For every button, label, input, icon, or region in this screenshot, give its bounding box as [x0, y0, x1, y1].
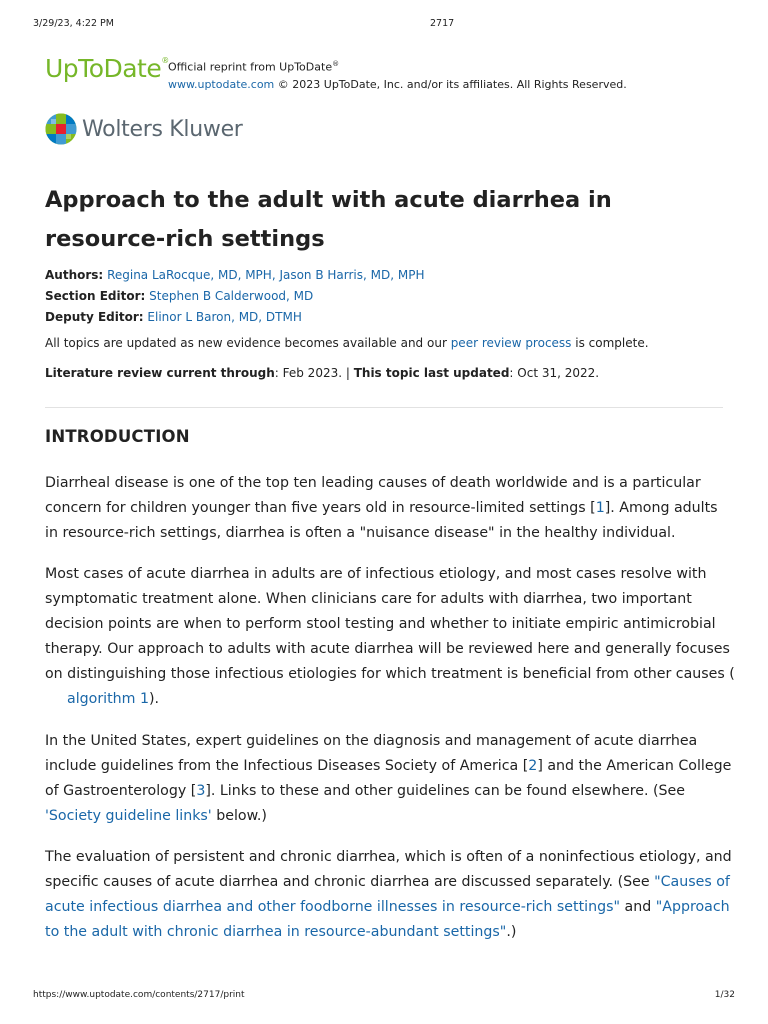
reprint-mark: ® — [332, 60, 340, 68]
p3-text-d: below.) — [211, 808, 267, 824]
p4-text-b: and — [620, 899, 656, 915]
society-guideline-links[interactable]: 'Society guideline links' — [45, 808, 212, 824]
divider — [45, 407, 723, 408]
authors-colon: : — [98, 268, 104, 282]
authors-row — [45, 265, 424, 286]
p4-text-c: .) — [506, 924, 517, 940]
intro-paragraph-1 — [45, 471, 735, 546]
wolters-kluwer-logo — [45, 113, 243, 145]
last-updated-label: This topic last updated — [353, 366, 510, 380]
deputy-editor-label: Deputy Editor — [45, 310, 139, 324]
page-number: 1/32 — [714, 990, 735, 1000]
reference-link-1[interactable]: 1 — [595, 500, 605, 516]
p2-text-b: ). — [149, 691, 160, 707]
p3-text-a: In the United States, expert guidelines on the diagnosis and management of acute diarrhea include guidelines from the Infectious Diseases Society of America [ — [45, 733, 698, 774]
intro-paragraph-2 — [45, 562, 735, 712]
deputy-editor-row — [45, 307, 424, 328]
deputy-editor-link[interactable]: Elinor L Baron, MD, DTMH — [147, 310, 302, 324]
p3-text-c: ]. Links to these and other guidelines can be found elsewhere. (See — [205, 783, 686, 799]
p1-text-b: ]. Among adults in resource-rich settings, diarrhea is often a "nuisance disease" in the healthy individual. — [45, 500, 718, 541]
p2-text-a: Most cases of acute diarrhea in adults are of infectious etiology, and most cases resolve with symptomatic treatment alone. When clinicians care for adults with diarrhea, two important decision points are when to perform stool testing and whether to initiate empiric antimicrobial therapy. Our approach to adults with acute diarrhea will be reviewed here and generally focuses on distinguishing those infectious etiologies for which treatment is beneficial from other causes ( — [45, 566, 735, 682]
print-footer — [33, 990, 735, 1002]
deputy-editor-colon: : — [138, 310, 144, 324]
reference-link-3[interactable]: 3 — [196, 783, 206, 799]
lit-review-value: : Feb 2023. | — [274, 366, 354, 380]
uptodate-logo-text: UpToDate — [45, 54, 162, 83]
article-meta — [45, 265, 424, 328]
print-doc-id: 2717 — [430, 18, 455, 29]
wolters-kluwer-text: Wolters Kluwer — [82, 116, 243, 142]
section-editor-label: Section Editor — [45, 289, 141, 303]
authors-label: Authors — [45, 268, 99, 282]
uptodate-logo-mark: ® — [161, 56, 169, 65]
update-note — [45, 336, 649, 350]
lit-review-label: Literature review current through — [45, 366, 275, 380]
copyright-text: © 2023 UpToDate, Inc. and/or its affiliates. All Rights Reserved. — [274, 77, 627, 91]
reference-link-2[interactable]: 2 — [528, 758, 538, 774]
intro-paragraph-4 — [45, 845, 735, 945]
intro-paragraph-3 — [45, 729, 735, 829]
chronic-diarrhea-link[interactable]: "Approach to the adult with chronic diarrhea in resource-abundant settings" — [45, 899, 730, 940]
p3-text-b: ] and the American College of Gastroenterology [ — [45, 758, 732, 799]
print-datetime: 3/29/23, 4:22 PM — [33, 18, 114, 29]
page-title: Approach to the adult with acute diarrhea in resource-rich settings — [45, 187, 612, 252]
review-status — [45, 366, 599, 380]
uptodate-logo[interactable] — [45, 54, 169, 83]
causes-acute-diarrhea-link[interactable]: "Causes of acute infectious diarrhea and other foodborne illnesses in resource-rich settings" — [45, 874, 730, 915]
p4-text-a: The evaluation of persistent and chronic diarrhea, which is often of a noninfectious etiology, and specific causes of acute diarrhea and chronic diarrhea are discussed separately. (See — [45, 849, 732, 890]
algorithm-1-link[interactable]: algorithm 1 — [67, 691, 150, 707]
update-note-end: is complete. — [571, 336, 649, 350]
wolters-kluwer-mosaic-icon — [45, 113, 77, 145]
section-heading-introduction: INTRODUCTION — [45, 427, 190, 446]
reprint-block — [168, 56, 627, 93]
section-editor-link[interactable]: Stephen B Calderwood, MD — [149, 289, 314, 303]
uptodate-website-link[interactable]: www.uptodate.com — [168, 77, 275, 91]
authors-link[interactable]: Regina LaRocque, MD, MPH, Jason B Harris, MD, MPH — [107, 268, 425, 282]
reprint-text: Official reprint from UpToDate — [168, 60, 333, 74]
peer-review-link[interactable]: peer review process — [450, 336, 572, 350]
last-updated-value: : Oct 31, 2022. — [509, 366, 600, 380]
p1-text-a: Diarrheal disease is one of the top ten leading causes of death worldwide and is a particular concern for children younger than five years old in resource-limited settings [ — [45, 475, 701, 516]
section-editor-colon: : — [140, 289, 146, 303]
section-editor-row — [45, 286, 424, 307]
update-note-text: All topics are updated as new evidence becomes available and our — [45, 336, 451, 350]
print-header — [33, 18, 735, 32]
print-url: https://www.uptodate.com/contents/2717/print — [33, 990, 245, 1000]
